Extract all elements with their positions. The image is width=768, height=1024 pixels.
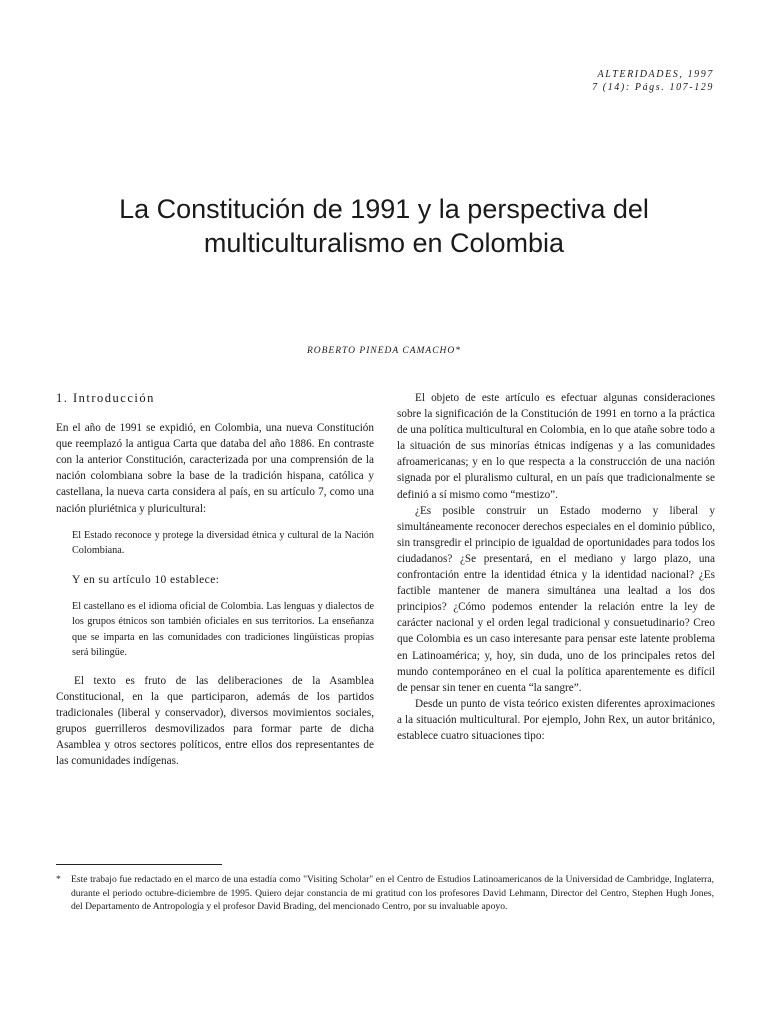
- intro-paragraph: En el año de 1991 se expidió, en Colombia, una nueva Constitución que reemplazó la antigua Carta que databa del año 1886. En contraste con la anterior Constitución, caracterizada por una comprensión de la nación colombiana sobre la base de la tradición hispana, católica y castellana, la nueva carta considera al país, en su artículo 7, como una nación pluriétnica y pluricultural:: [56, 422, 374, 515]
- article-7-quote: El Estado reconoce y protege la diversidad étnica y cultural de la Nación Colombiana.: [72, 529, 374, 557]
- footnote-text: Este trabajo fue redactado en el marco de una estadía como "Visiting Scholar" en el Centro de Estudios Latinoamericanos de la Universidad de Cambridge, Inglaterra, durante el periodo octubre-diciembre de 1995. Quiero dejar constancia de mi gratitud con los profesores David Lehmann, Director del Centro, Stephen Hugh Jones, del Departamento de Antropología y el profesor David Brading, del mencionado Centro, por su invaluable apoyo.: [71, 874, 714, 912]
- left-column: [56, 390, 374, 769]
- footnote-divider: [56, 864, 222, 865]
- assembly-paragraph: El texto es fruto de las deliberaciones de la Asamblea Constitucional, en la que participaron, además de los partidos tradicionales (liberal y conservador), diversos movimientos sociales, grupos guerrilleros desmovilizados para formar parte de dicha Asamblea y otros sectores políticos, entre ellos dos representantes de las comunidades indígenas.: [56, 674, 374, 768]
- right-column: [397, 390, 715, 744]
- theory-paragraph: Desde un punto de vista teórico existen diferentes aproximaciones a la situación multicultural. Por ejemplo, John Rex, un autor británico, establece cuatro situaciones tipo:: [397, 697, 715, 742]
- objective-paragraph: El objeto de este artículo es efectuar algunas consideraciones sobre la significación de la Constitución de 1991 en torno a la práctica de una política multicultural en Colombia, en lo que atañe sobre todo a la situación de sus minorías étnicas indígenas y a las comunidades afroamericanas; y en lo que respecta a la construcción de una nación signada por el pluralismo cultural, en un país que tradicionalmente se definió a sí mismo como “mestizo”.: [397, 392, 715, 501]
- author-name: ROBERTO PINEDA CAMACHO*: [306, 346, 462, 356]
- footnote: [56, 873, 714, 914]
- article-10-lead: Y en su artículo 10 establece:: [72, 573, 220, 586]
- title-line-1: La Constitución de 1991 y la perspectiva del: [119, 194, 649, 224]
- title-line-2: multiculturalismo en Colombia: [203, 228, 565, 258]
- article-title: [60, 192, 708, 260]
- article-10-quote: El castellano es el idioma oficial de Colombia. Las lenguas y dialectos de los grupos étnicos son también oficiales en sus territorios. La enseñanza que se imparta en las comunidades con tradiciones lingüísticas propias será bilingüe.: [72, 600, 374, 659]
- journal-name: ALTERIDADES, 1997: [597, 69, 714, 80]
- journal-issue: 7 (14): Págs. 107-129: [592, 82, 714, 93]
- footnote-marker: *: [56, 874, 61, 885]
- section-heading: 1. Introducción: [56, 391, 155, 405]
- journal-citation: [592, 68, 714, 94]
- questions-paragraph: ¿Es posible construir un Estado moderno y liberal y simultáneamente reconocer derechos especiales en el dominio público, sin transgredir el principio de igualdad de oportunidades para todos los ciudadanos? ¿Se presentará, en el mediano y largo plazo, una confrontación entre la identidad étnica y la identidad nacional? ¿Es factible mantener de manera simultánea una lealtad a los dos principios? ¿Cómo podemos entender la relación entre la ley de carácter nacional y el orden legal tradicional y consuetudinario? Creo que Colombia es un caso interesante para pensar este latente problema en Latinoamérica; y, hoy, sin duda, uno de los principales retos del mundo contemporáneo en el cual la política aparentemente es difícil de pensar sin tener en cuenta “la sangre”.: [397, 504, 715, 694]
